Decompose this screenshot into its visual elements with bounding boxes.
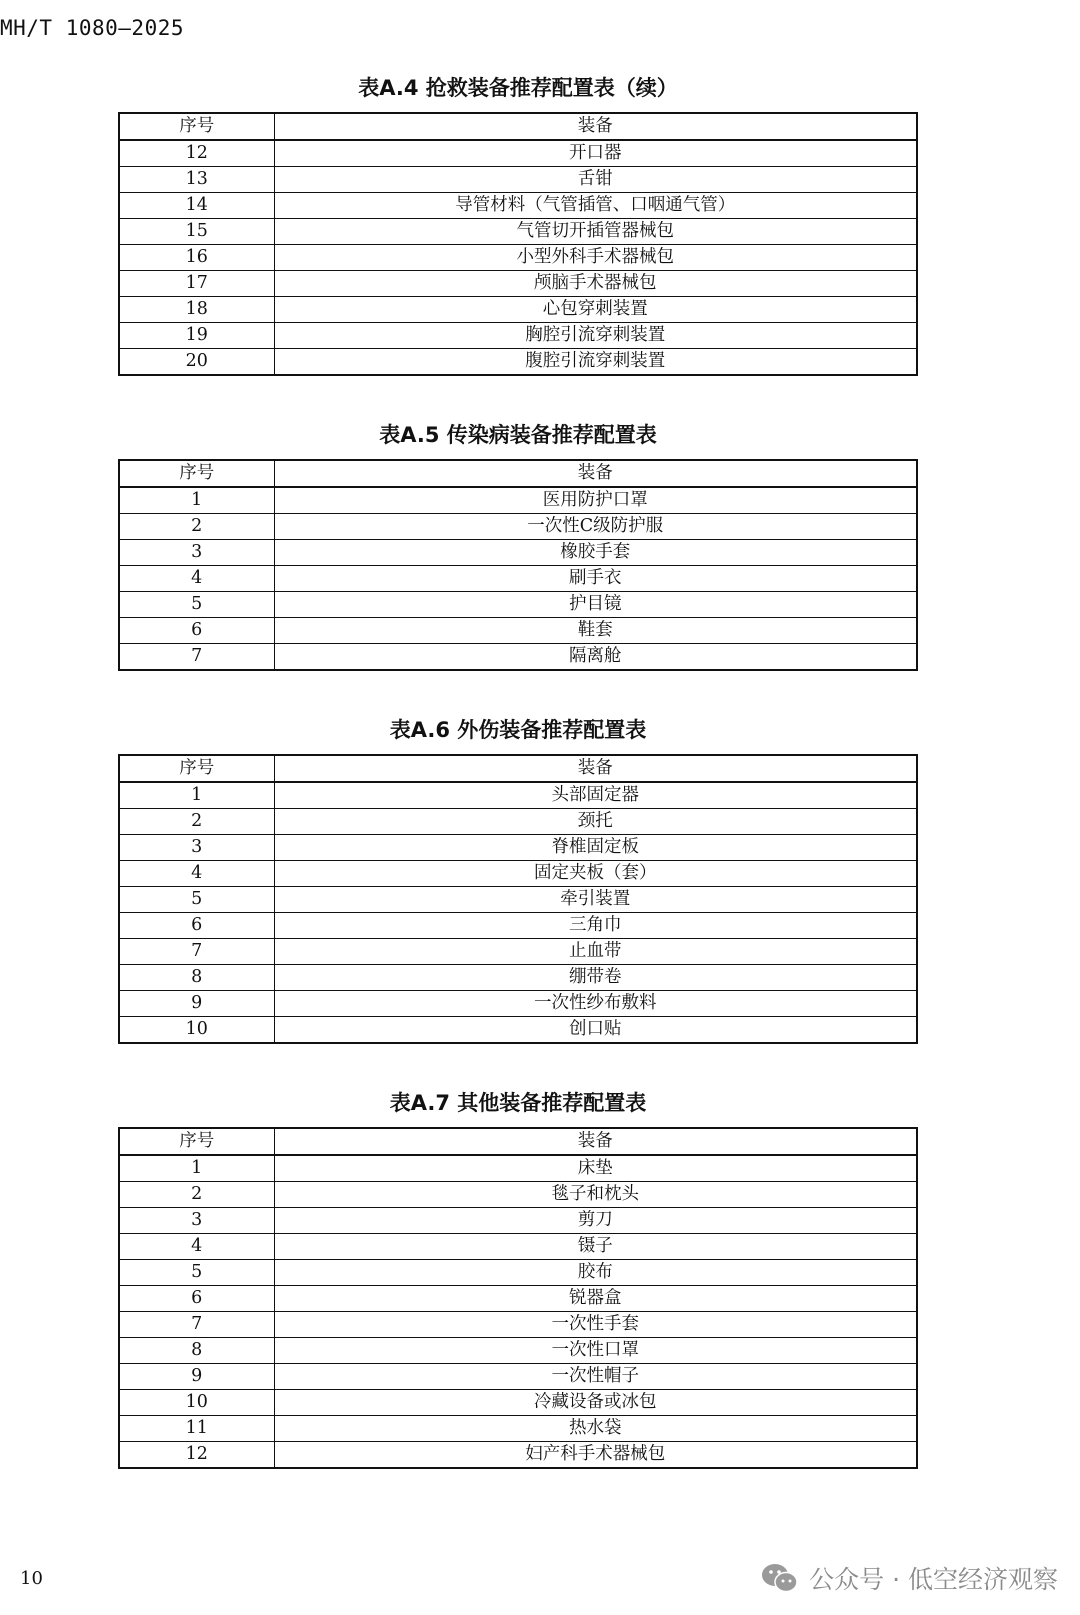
cell-item: 冷藏设备或冰包 — [274, 1390, 917, 1416]
cell-item: 牵引装置 — [274, 887, 917, 913]
wechat-icon — [761, 1562, 799, 1594]
document-code: MH/T 1080—2025 — [0, 16, 185, 40]
cell-item: 心包穿刺装置 — [274, 297, 917, 323]
table-row — [119, 887, 917, 913]
cell-no: 2 — [119, 809, 274, 835]
table-row — [119, 913, 917, 939]
table-row — [119, 644, 917, 671]
page-number: 10 — [20, 1568, 43, 1589]
cell-item: 床垫 — [274, 1155, 917, 1182]
cell-item: 镊子 — [274, 1234, 917, 1260]
table-row — [119, 861, 917, 887]
cell-no: 16 — [119, 245, 274, 271]
table-row — [119, 1364, 917, 1390]
table-row — [119, 540, 917, 566]
cell-no: 17 — [119, 271, 274, 297]
watermark-text: 公众号 · 低空经济观察 — [809, 1565, 1058, 1594]
table-row — [119, 1312, 917, 1338]
cell-item: 头部固定器 — [274, 782, 917, 809]
cell-item: 一次性手套 — [274, 1312, 917, 1338]
cell-item: 脊椎固定板 — [274, 835, 917, 861]
cell-item: 固定夹板（套） — [274, 861, 917, 887]
table-row — [119, 245, 917, 271]
cell-item: 导管材料（气管插管、口咽通气管） — [274, 193, 917, 219]
cell-item: 一次性口罩 — [274, 1338, 917, 1364]
table-row — [119, 1390, 917, 1416]
column-header-item: 装备 — [274, 755, 917, 782]
table-row — [119, 809, 917, 835]
cell-no: 1 — [119, 487, 274, 514]
cell-no: 6 — [119, 913, 274, 939]
cell-no: 19 — [119, 323, 274, 349]
cell-no: 10 — [119, 1390, 274, 1416]
table-row — [119, 1416, 917, 1442]
cell-no: 7 — [119, 939, 274, 965]
cell-no: 3 — [119, 540, 274, 566]
table-row — [119, 835, 917, 861]
table-row — [119, 193, 917, 219]
table-a7 — [118, 1127, 918, 1469]
column-header-no: 序号 — [119, 1128, 274, 1155]
watermark — [761, 1560, 1058, 1596]
cell-no: 4 — [119, 861, 274, 887]
cell-no: 3 — [119, 1208, 274, 1234]
cell-no: 12 — [119, 140, 274, 167]
cell-item: 隔离舱 — [274, 644, 917, 671]
cell-item: 创口贴 — [274, 1017, 917, 1044]
cell-no: 2 — [119, 514, 274, 540]
cell-no: 3 — [119, 835, 274, 861]
table-row — [119, 965, 917, 991]
cell-no: 4 — [119, 1234, 274, 1260]
table-row — [119, 1182, 917, 1208]
cell-no: 8 — [119, 965, 274, 991]
cell-item: 橡胶手套 — [274, 540, 917, 566]
column-header-item: 装备 — [274, 460, 917, 487]
table-row — [119, 167, 917, 193]
column-header-item: 装备 — [274, 113, 917, 140]
cell-item: 三角巾 — [274, 913, 917, 939]
cell-no: 8 — [119, 1338, 274, 1364]
cell-item: 舌钳 — [274, 167, 917, 193]
cell-item: 开口器 — [274, 140, 917, 167]
table-row — [119, 1017, 917, 1044]
table-row — [119, 991, 917, 1017]
cell-no: 7 — [119, 644, 274, 671]
cell-no: 1 — [119, 782, 274, 809]
cell-no: 15 — [119, 219, 274, 245]
cell-item: 胶布 — [274, 1260, 917, 1286]
table-a7-title: 表A.7 其他装备推荐配置表 — [389, 1091, 647, 1115]
table-a4-title: 表A.4 抢救装备推荐配置表（续） — [358, 76, 678, 100]
cell-no: 5 — [119, 887, 274, 913]
table-row — [119, 782, 917, 809]
cell-item: 一次性帽子 — [274, 1364, 917, 1390]
cell-no: 2 — [119, 1182, 274, 1208]
cell-no: 14 — [119, 193, 274, 219]
column-header-no: 序号 — [119, 755, 274, 782]
cell-item: 一次性纱布敷料 — [274, 991, 917, 1017]
cell-no: 7 — [119, 1312, 274, 1338]
cell-item: 止血带 — [274, 939, 917, 965]
cell-item: 毯子和枕头 — [274, 1182, 917, 1208]
cell-no: 6 — [119, 618, 274, 644]
cell-no: 18 — [119, 297, 274, 323]
table-header-row — [119, 755, 917, 782]
table-row — [119, 1260, 917, 1286]
cell-no: 4 — [119, 566, 274, 592]
table-row — [119, 1286, 917, 1312]
cell-item: 医用防护口罩 — [274, 487, 917, 514]
cell-no: 13 — [119, 167, 274, 193]
cell-no: 5 — [119, 592, 274, 618]
column-header-no: 序号 — [119, 460, 274, 487]
cell-item: 一次性C级防护服 — [274, 514, 917, 540]
table-a5-title: 表A.5 传染病装备推荐配置表 — [379, 423, 657, 447]
cell-no: 9 — [119, 1364, 274, 1390]
table-a6 — [118, 754, 918, 1044]
cell-no: 11 — [119, 1416, 274, 1442]
cell-item: 腹腔引流穿刺装置 — [274, 349, 917, 376]
cell-item: 颈托 — [274, 809, 917, 835]
cell-item: 胸腔引流穿刺装置 — [274, 323, 917, 349]
cell-item: 剪刀 — [274, 1208, 917, 1234]
cell-no: 5 — [119, 1260, 274, 1286]
cell-no: 9 — [119, 991, 274, 1017]
table-row — [119, 592, 917, 618]
table-row — [119, 219, 917, 245]
table-row — [119, 514, 917, 540]
cell-item: 刷手衣 — [274, 566, 917, 592]
table-row — [119, 487, 917, 514]
cell-item: 热水袋 — [274, 1416, 917, 1442]
table-row — [119, 939, 917, 965]
table-row — [119, 349, 917, 376]
table-row — [119, 271, 917, 297]
table-row — [119, 1208, 917, 1234]
table-row — [119, 618, 917, 644]
cell-item: 气管切开插管器械包 — [274, 219, 917, 245]
table-header-row — [119, 460, 917, 487]
cell-item: 颅脑手术器械包 — [274, 271, 917, 297]
cell-item: 护目镜 — [274, 592, 917, 618]
table-row — [119, 1234, 917, 1260]
table-row — [119, 140, 917, 167]
cell-item: 锐器盒 — [274, 1286, 917, 1312]
cell-item: 妇产科手术器械包 — [274, 1442, 917, 1469]
column-header-item: 装备 — [274, 1128, 917, 1155]
cell-no: 6 — [119, 1286, 274, 1312]
cell-no: 20 — [119, 349, 274, 376]
cell-no: 10 — [119, 1017, 274, 1044]
cell-no: 12 — [119, 1442, 274, 1469]
table-header-row — [119, 113, 917, 140]
table-row — [119, 1155, 917, 1182]
table-row — [119, 566, 917, 592]
cell-no: 1 — [119, 1155, 274, 1182]
table-header-row — [119, 1128, 917, 1155]
table-a6-title: 表A.6 外伤装备推荐配置表 — [389, 718, 647, 742]
table-a5 — [118, 459, 918, 671]
cell-item: 鞋套 — [274, 618, 917, 644]
cell-item: 小型外科手术器械包 — [274, 245, 917, 271]
table-row — [119, 1338, 917, 1364]
table-a4 — [118, 112, 918, 376]
table-row — [119, 323, 917, 349]
column-header-no: 序号 — [119, 113, 274, 140]
cell-item: 绷带卷 — [274, 965, 917, 991]
table-row — [119, 297, 917, 323]
table-row — [119, 1442, 917, 1469]
